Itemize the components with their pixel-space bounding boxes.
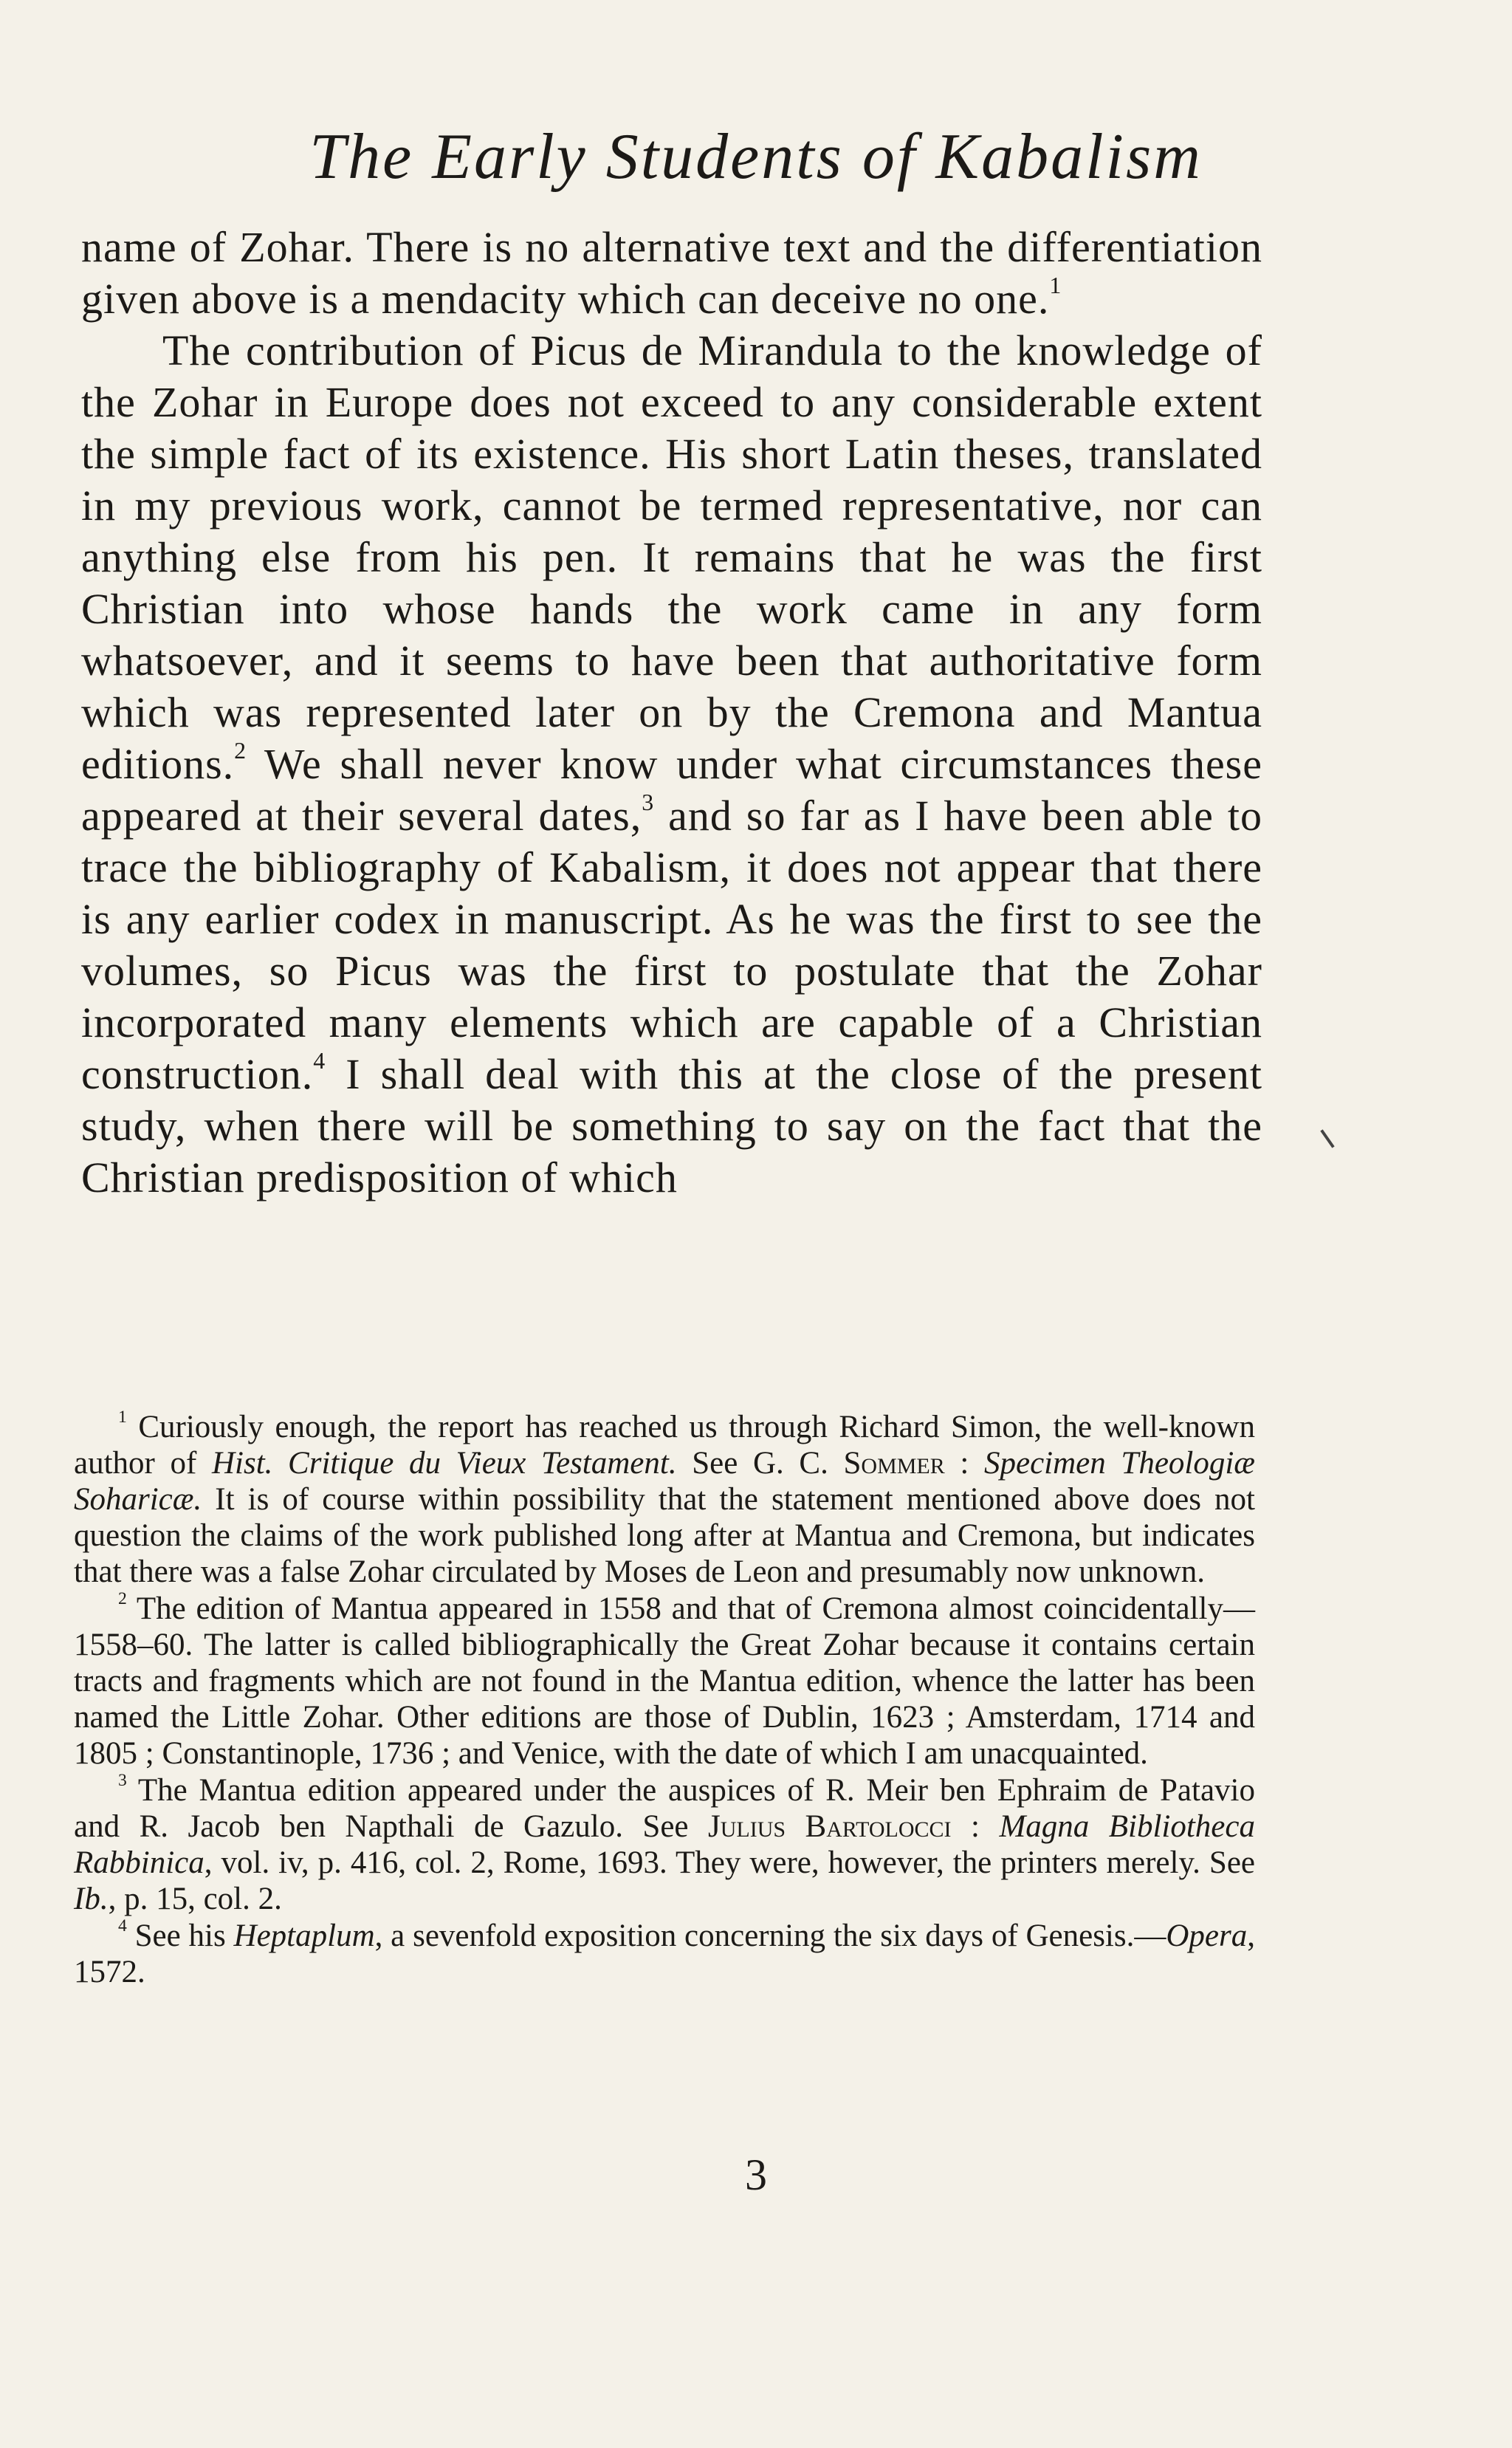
paragraph-2: The contribution of Picus de Mirandula to the knowledge of the Zohar in Europe does not exceed to any considerable extent the simple fact of its existence. His short Latin theses, translated in my previous work, cannot be termed representative, nor can anything else from his pen. It remains that he was the first Christian into whose hands the work came in any form whatsoever, and it seems to have been that authoritative form which was represented later on by the Cremona and Mantua editions.$^2$ We shall never know under what circumstances these appeared at their several dates,$^3$ and so far as I have been able to trace the bibliography of Kabalism, it does not appear that there is any earlier codex in manuscript. As he was the first to see the volumes, so Picus was the first to postulate that the Zohar incorporated many elements which are capable of a Christian construction.$^4$ I shall deal with this at the close of the present study, when there will be something to say on the fact that the Christian predisposition of which <box>81 326 1262 1201</box>
footnote-4: $^4$ See his Heptaplum, a sevenfold exposition concerning the six days of Genesis.—Opera, 1572. <box>74 1916 1255 1989</box>
footnote-2: $^2$ The edition of Mantua appeared in 1558 and that of Cremona almost coincidentally—1558–60. The latter is called bibliographically the Great Zohar because it contains certain tracts and fragments which are not found in the Mantua edition, whence the latter has been named the Little Zohar. Other editions are those of Dublin, 1623 ; Amsterdam, 1714 and 1805 ; Constantinople, 1736 ; and Venice, with the date of which I am unacquainted. <box>74 1588 1255 1771</box>
paragraph-1: name of Zohar. There is no alternative text and the differentiation given above is a mendacity which can deceive no one.$^1$ <box>81 223 1262 323</box>
page-number: 3 <box>745 2150 767 2199</box>
footnote-3: $^3$ The Mantua edition appeared under the auspices of R. Meir ben Ephraim de Patavio and R. Jacob ben Napthali de Gazulo. See Julius Bartolocci : Magna Bibliotheca Rabbinica, vol. iv, p. 416, col. 2, Rome, 1693. They were, however, the printers merely. See Ib., p. 15, col. 2. <box>74 1770 1255 1916</box>
running-head: The Early Students of Kabalism <box>309 121 1203 193</box>
main-text <box>81 222 1262 1204</box>
footnote-ref-2: 2 <box>234 737 247 764</box>
footnotes <box>74 1409 1255 1991</box>
footnote-ref-3: 3 <box>642 789 655 815</box>
footnote-ref-1: 1 <box>1049 272 1062 298</box>
footnote-ref-4: 4 <box>313 1047 326 1074</box>
stray-mark <box>1320 1129 1334 1148</box>
footnote-1: $^1$ Curiously enough, the report has reached us through Richard Simon, the well-known author of Hist. Critique du Vieux Testament. See G. C. Sommer : Specimen Theologiæ Soharicæ. It is of course within possibility that the statement mentioned above does not question the claims of the work published long after at Mantua and Cremona, but indicates that there was a false Zohar circulated by Moses de Leon and presumably now unknown. <box>74 1407 1255 1589</box>
